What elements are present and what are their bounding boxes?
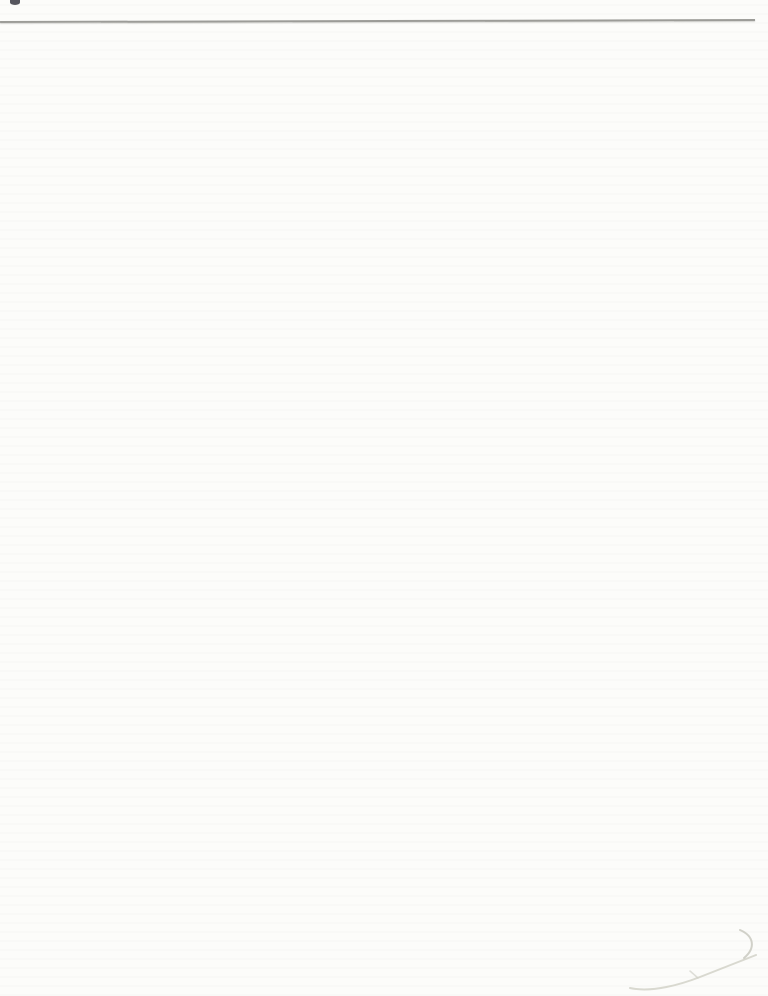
divider-line [0,19,755,23]
numbered-list-footer [8,46,755,48]
numbered-list-main [8,6,755,8]
scan-artifact-speck [10,0,20,5]
document-content [8,6,755,48]
pen-scribble-mark [598,924,768,996]
